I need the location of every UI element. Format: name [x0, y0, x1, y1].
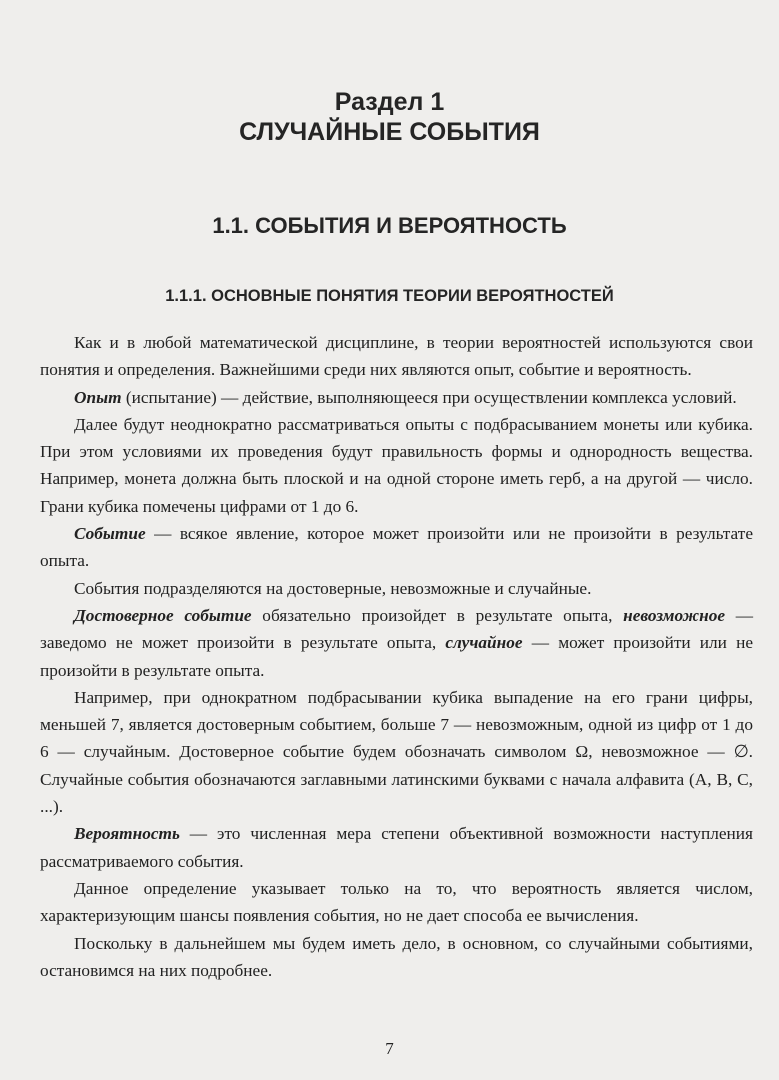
- paragraph-event-definition: [40, 520, 753, 575]
- definition-random-event: — может произойти или не произойти в результате опыта.: [40, 633, 753, 680]
- page-number: 7: [385, 1039, 394, 1058]
- paragraph-probability-note: Данное определение указывает только на то, что вероятность является числом, характеризующим шансы появления события, но не дает способа ее вычисления.: [40, 878, 753, 926]
- paragraph-experiment-definition: [40, 384, 753, 411]
- section-title: СЛУЧАЙНЫЕ СОБЫТИЯ: [239, 118, 540, 146]
- definition-probability: — это численная мера степени объективной возможности наступления рассматриваемого события.: [40, 824, 753, 871]
- paragraph-experiment-examples: Далее будут неоднократно рассматриваться опыты с подбрасыванием монеты или кубика. При этом условиями их проведения будут правильность формы и однородность вещества. Например, монета должна быть плоской и на одной стороне иметь герб, а на другой — число. Грани кубика помечены цифрами от 1 до 6.: [40, 414, 753, 516]
- paragraph-probability-definition: [40, 820, 753, 875]
- paragraph-event-types: События подразделяются на достоверные, невозможные и случайные.: [74, 578, 592, 598]
- term-impossible-event: невозможное: [623, 605, 726, 625]
- paragraph-dice-example: Например, при однократном подбрасывании кубика выпадение на его грани цифры, меньшей 7, является достоверным событием, больше 7 — невозможным, одной из цифр от 1 до 6 — случайным. Достоверное событие будем обозначать символом Ω, невозможное — ∅. Случайные события обозначаются заглавными латинскими буквами с начала алфавита (A, B, C, ...).: [40, 687, 753, 817]
- body-text: [40, 329, 753, 984]
- definition-impossible-event: — заведомо не может произойти в результате опыта,: [40, 605, 754, 653]
- term-experiment: Опыт: [74, 387, 122, 407]
- definition-event: — всякое явление, которое может произойти или не произойти в результате опыта.: [40, 524, 753, 571]
- definition-certain-event: обязательно произойдет в результате опыта,: [251, 605, 624, 625]
- paragraph-intro: Как и в любой математической дисциплине, в теории вероятностей используются свои понятия и определения. Важнейшими среди них являются опыт, событие и вероятность.: [40, 333, 753, 380]
- term-random-event: случайное: [445, 633, 523, 653]
- paragraph-transition: Поскольку в дальнейшем мы будем иметь дело, в основном, со случайными событиями, остановимся на них подробнее.: [40, 933, 753, 980]
- definition-experiment: (испытание) — действие, выполняющееся при осуществлении комплекса условий.: [121, 387, 737, 407]
- paragraph-event-types-definitions: [40, 602, 753, 684]
- section-label: Раздел 1: [334, 88, 445, 116]
- subchapter-title: 1.1.1. ОСНОВНЫЕ ПОНЯТИЯ ТЕОРИИ ВЕРОЯТНОСТЕЙ: [165, 287, 614, 305]
- term-certain-event: Достоверное событие: [74, 605, 252, 625]
- term-probability: Вероятность: [74, 824, 180, 844]
- chapter-title: 1.1. СОБЫТИЯ И ВЕРОЯТНОСТЬ: [212, 213, 567, 238]
- term-event: Событие: [74, 524, 146, 544]
